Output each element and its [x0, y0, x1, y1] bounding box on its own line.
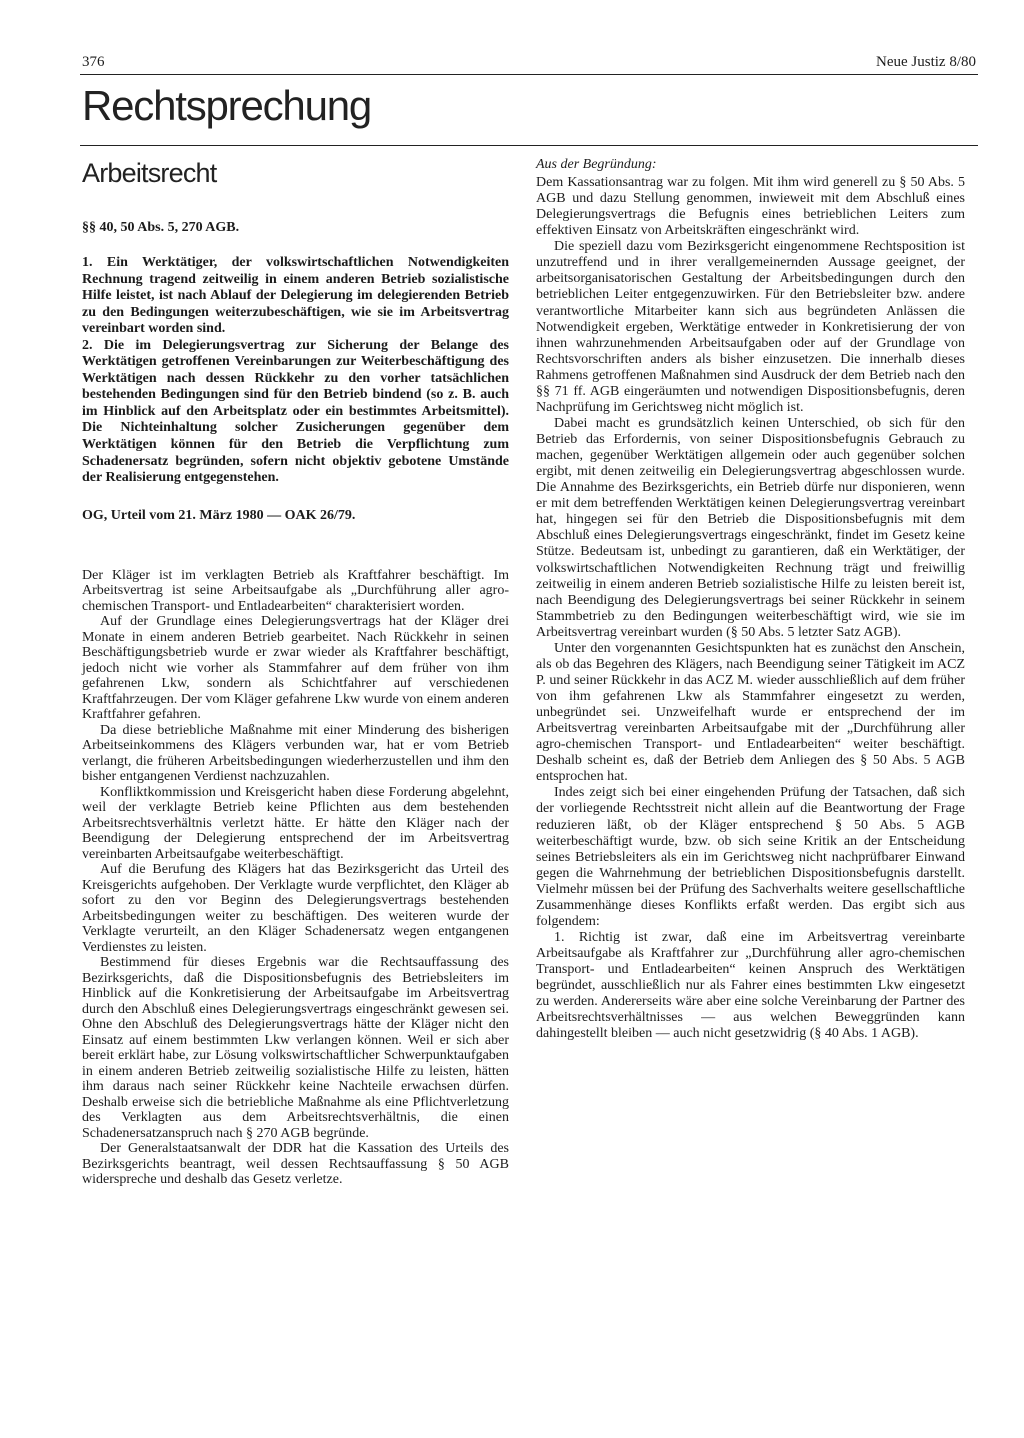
header-rule: [80, 74, 978, 75]
body-paragraph: 1. Richtig ist zwar, daß eine im Arbeitsvertrag vereinbarte Arbeitsaufgabe als Kraftfahrer zur „Durchführung aller agro-chemischen Transport- und Entladearbeiten“ keinen Anspruch des Werktätigen begründet, ausschließlich nur als Fahrer eines bestimmten Lkw eingesetzt zu werden. Andererseits wäre aber eine solche Vereinbarung der Partner des Arbeitsrechtsverhältnisses — aus welchen Beweggründen kann dahingestellt bleiben — auch nicht gesetzwidrig (§ 40 Abs. 1 AGB).: [536, 929, 965, 1042]
body-paragraph: Der Kläger ist im verklagten Betrieb als Kraftfahrer beschäftigt. Im Arbeitsvertrag ist seine Arbeitsaufgabe als „Durchführung aller agro-chemischen Transport- und Entladearbeiten“ charakterisiert worden.: [82, 567, 509, 614]
body-paragraph: Konfliktkommission und Kreisgericht haben diese Forderung abgelehnt, weil der verklagte Betrieb keine Pflichten aus dem bestehenden Arbeitsrechtsverhältnis verletzt hätte. Er hätte den Kläger nach der Beendigung der Delegierung entsprechend der im Arbeitsvertrag vereinbarten Arbeitsaufgabe weiterbeschäftigt.: [82, 784, 509, 862]
leitsatz-1: 1. Ein Werktätiger, der volkswirtschaftlichen Notwendigkeiten Rechnung tragend zeitweilig in einem anderen Betrieb sozialistische Hilfe leistet, ist nach Ablauf der Delegierung im delegierenden Betrieb zu den Bedingungen weiterzubeschäftigen, wie sie im Arbeitsvertrag vereinbart worden sind.: [82, 255, 509, 337]
body-paragraph: Der Generalstaatsanwalt der DDR hat die Kassation des Urteils des Bezirksgerichts beantragt, weil dessen Rechtsauffassung § 50 AGB widerspreche und deshalb das Gesetz verletze.: [82, 1141, 509, 1188]
body-paragraph: Unter den vorgenannten Gesichtspunkten hat es zunächst den Anschein, als ob das Begehren des Klägers, nach Beendigung seiner Tätigkeit im ACZ P. und seiner Rückkehr in das ACZ M. wieder ausschließlich auf dem früher von ihm gefahrenen Lkw als Stammfahrer eingesetzt zu werden, unbegründet sei. Unzweifelhaft wurde er entsprechend der im Arbeitsvertrag vereinbarten Arbeitsaufgabe mit der „Durchführung aller agro-chemischen Transport- und Entladearbeiten“ weiter beschäftigt. Deshalb scheint es, daß der Betrieb dem Anliegen des § 50 Abs. 5 AGB entsprochen hat.: [536, 640, 965, 785]
left-column: [82, 220, 509, 1188]
reasoning-subheading: Aus der Begründung:: [536, 157, 657, 172]
section-title: Arbeitsrecht: [82, 158, 217, 188]
law-reference: §§ 40, 50 Abs. 5, 270 AGB.: [82, 220, 240, 235]
title-rule: [80, 145, 978, 146]
right-column: [536, 157, 965, 1042]
body-paragraph: Die speziell dazu vom Bezirksgericht eingenommene Rechtsposition ist unzutreffend und in ihrer verallgemeinernden Aussage geeignet, der arbeitsorganisatorischen Gestaltung der Arbeitsbedingungen durch den betrieblichen Leiter entgegenzuwirken. Für den Betriebsleiter bzw. andere verantwortliche Mitarbeiter kann sich aus begründeten Anlässen die Notwendigkeit ergeben, Werktätige entweder in Konkretisierung der von ihnen wahrzunehmenden Arbeitsaufgaben oder auf der Grundlage von Rechtsvorschriften anders als bisher einzusetzen. Die innerhalb dieses Rahmens getroffenen Maßnahmen sind Ausdruck der dem Betrieb nach den §§ 71 ff. AGB eingeräumten und notwendigen Dispositionsbefugnis, deren Nachprüfung im Gerichtsweg nicht möglich ist.: [536, 239, 965, 415]
main-title: Rechtsprechung: [82, 82, 372, 129]
case-reference: OG, Urteil vom 21. März 1980 — OAK 26/79.: [82, 507, 356, 523]
page-number: 376: [82, 54, 105, 70]
body-paragraph: Auf der Grundlage eines Delegierungsvertrags hat der Kläger drei Monate in einem anderen Betrieb gearbeitet. Nach Rückkehr in seinen Beschäftigungsbetrieb wurde er zwar wieder als Kraftfahrer beschäftigt, jedoch nicht wie vorher als Stammfahrer auf dem früher von ihm gefahrenen Lkw, sondern als Schichtfahrer auf verschiedenen Kraftfahrzeugen. Der vom Kläger gefahrene Lkw wurde von einem anderen Kraftfahrer gefahren.: [82, 614, 509, 723]
body-paragraph: Dem Kassationsantrag war zu folgen. Mit ihm wird generell zu § 50 Abs. 5 AGB und dazu Stellung genommen, inwieweit mit dem Abschluß eines Delegierungsvertrags die Befugnis eines betrieblichen Leiters zum effektiven Einsatz von Arbeitskräften eingeschränkt wird.: [536, 175, 965, 239]
journal-issue: Neue Justiz 8/80: [876, 54, 976, 70]
body-paragraph: Dabei macht es grundsätzlich keinen Unterschied, ob sich für den Betrieb das Erfordernis, von seiner Dispositionsbefugnis Gebrauch zu machen, gegenüber Werktätigen allgemein oder auch gegenüber solchen ergibt, mit denen zeitweilig ein Delegierungsvertrag abgeschlossen wurde. Die Annahme des Bezirksgerichts, ein Betrieb dürfe nur disponieren, wenn er mit dem betreffenden Werktätigen keinen Delegierungsvertrag vereinbart hat, hingegen sei für den Betrieb die Dispositionsbefugnis mit dem Abschluß eines Delegierungsvertrags eingeschränkt, findet im Gesetz keine Stütze. Bedeutsam ist, unbedingt zu garantieren, daß ein Werktätiger, der volkswirtschaftlichen Notwendigkeiten Rechnung trägt und freiwillig zeitweilig in einem anderen Betrieb sozialistische Hilfe zu leisten bereit ist, nach Beendigung des Delegierungsvertrags bei seiner Rückkehr in seinem Stammbetrieb zu den Bedingungen weiterbeschäftigt wird, wie sie im Arbeitsvertrag vereinbart wurden (§ 50 Abs. 5 letzter Satz AGB).: [536, 415, 965, 640]
body-paragraph: Indes zeigt sich bei einer eingehenden Prüfung der Tatsachen, daß sich der vorliegende Rechtsstreit nicht allein auf die Beantwortung der Frage reduzieren läßt, ob der Kläger entsprechend § 50 Abs. 5 AGB weiterbeschäftigt wurde, bzw. ob sich seine Kritik an der Entscheidung seines Betriebsleiters als ein im Gerichtsweg nicht nachprüfbarer Einwand gegen die Wahrnehmung der betrieblichen Dispositionsbefugnis darstellt. Vielmehr müssen bei der Prüfung des Sachverhalts weitere gesellschaftliche Zusammenhänge dieses Konflikts erfaßt werden. Das ergibt sich aus folgendem:: [536, 785, 965, 929]
body-paragraph: Bestimmend für dieses Ergebnis war die Rechtsauffassung des Bezirksgerichts, daß die Dispositionsbefugnis des Betriebsleiters im Hinblick auf die Konkretisierung der Arbeitsaufgabe im Arbeitsvertrag durch den Abschluß eines Delegierungsvertrags eingeschränkt gewesen sei. Ohne den Abschluß des Delegierungsvertrags hätte der Kläger nicht den Einsatz auf einem bestimmten Lkw verlangen können. Weil er sich aber bereit erklärt habe, zur Lösung volkswirtschaftlicher Schwerpunktaufgaben in einem anderen Betrieb zeitweilig sozialistische Hilfe zu leisten, hätten ihm daraus nach seiner Rückkehr keine Nachteile erwachsen dürfen. Deshalb erweise sich die betriebliche Maßnahme als eine Pflichtverletzung des Verklagten aus dem Arbeitsrechtsverhältnis, die einen Schadenersatzanspruch nach § 270 AGB begründe.: [82, 955, 509, 1141]
facts-section: [82, 568, 509, 1188]
body-paragraph: Auf die Berufung des Klägers hat das Bezirksgericht das Urteil des Kreisgerichts aufgehoben. Der Verklagte wurde verpflichtet, den Kläger ab sofort zu den vor Beginn des Delegierungsvertrags bestehenden Arbeitsbedingungen weiter zu beschäftigen. Des weiteren wurde der Verklagte verurteilt, an den Kläger Schadenersatz wegen entgangenen Verdienstes zu leisten.: [82, 862, 509, 955]
leitsatz-2: 2. Die im Delegierungsvertrag zur Sicherung der Belange des Werktätigen getroffenen Vereinbarungen zur Weiterbeschäftigung des Werktätigen nach dessen Rückkehr zu den vorher tatsächlichen bestehenden Bedingungen sind für den Betrieb bindend (so z. B. auch im Hinblick auf den Arbeitsplatz oder ein bestimmtes Arbeitsmittel). Die Nichteinhaltung solcher Zusicherungen gegenüber dem Werktätigen können für den Betrieb die Verpflichtung zum Schadenersatz begründen, sofern nicht objektiv gebotene Umstände der Realisierung entgegenstehen.: [82, 337, 509, 486]
body-paragraph: Da diese betriebliche Maßnahme mit einer Minderung des bisherigen Arbeitseinkommens des Klägers verbunden war, hat er vom Betrieb verlangt, die früheren Arbeitsbedingungen wiederherzustellen und ihm den bisher entgangenen Verdienst nachzuzahlen.: [82, 722, 509, 785]
